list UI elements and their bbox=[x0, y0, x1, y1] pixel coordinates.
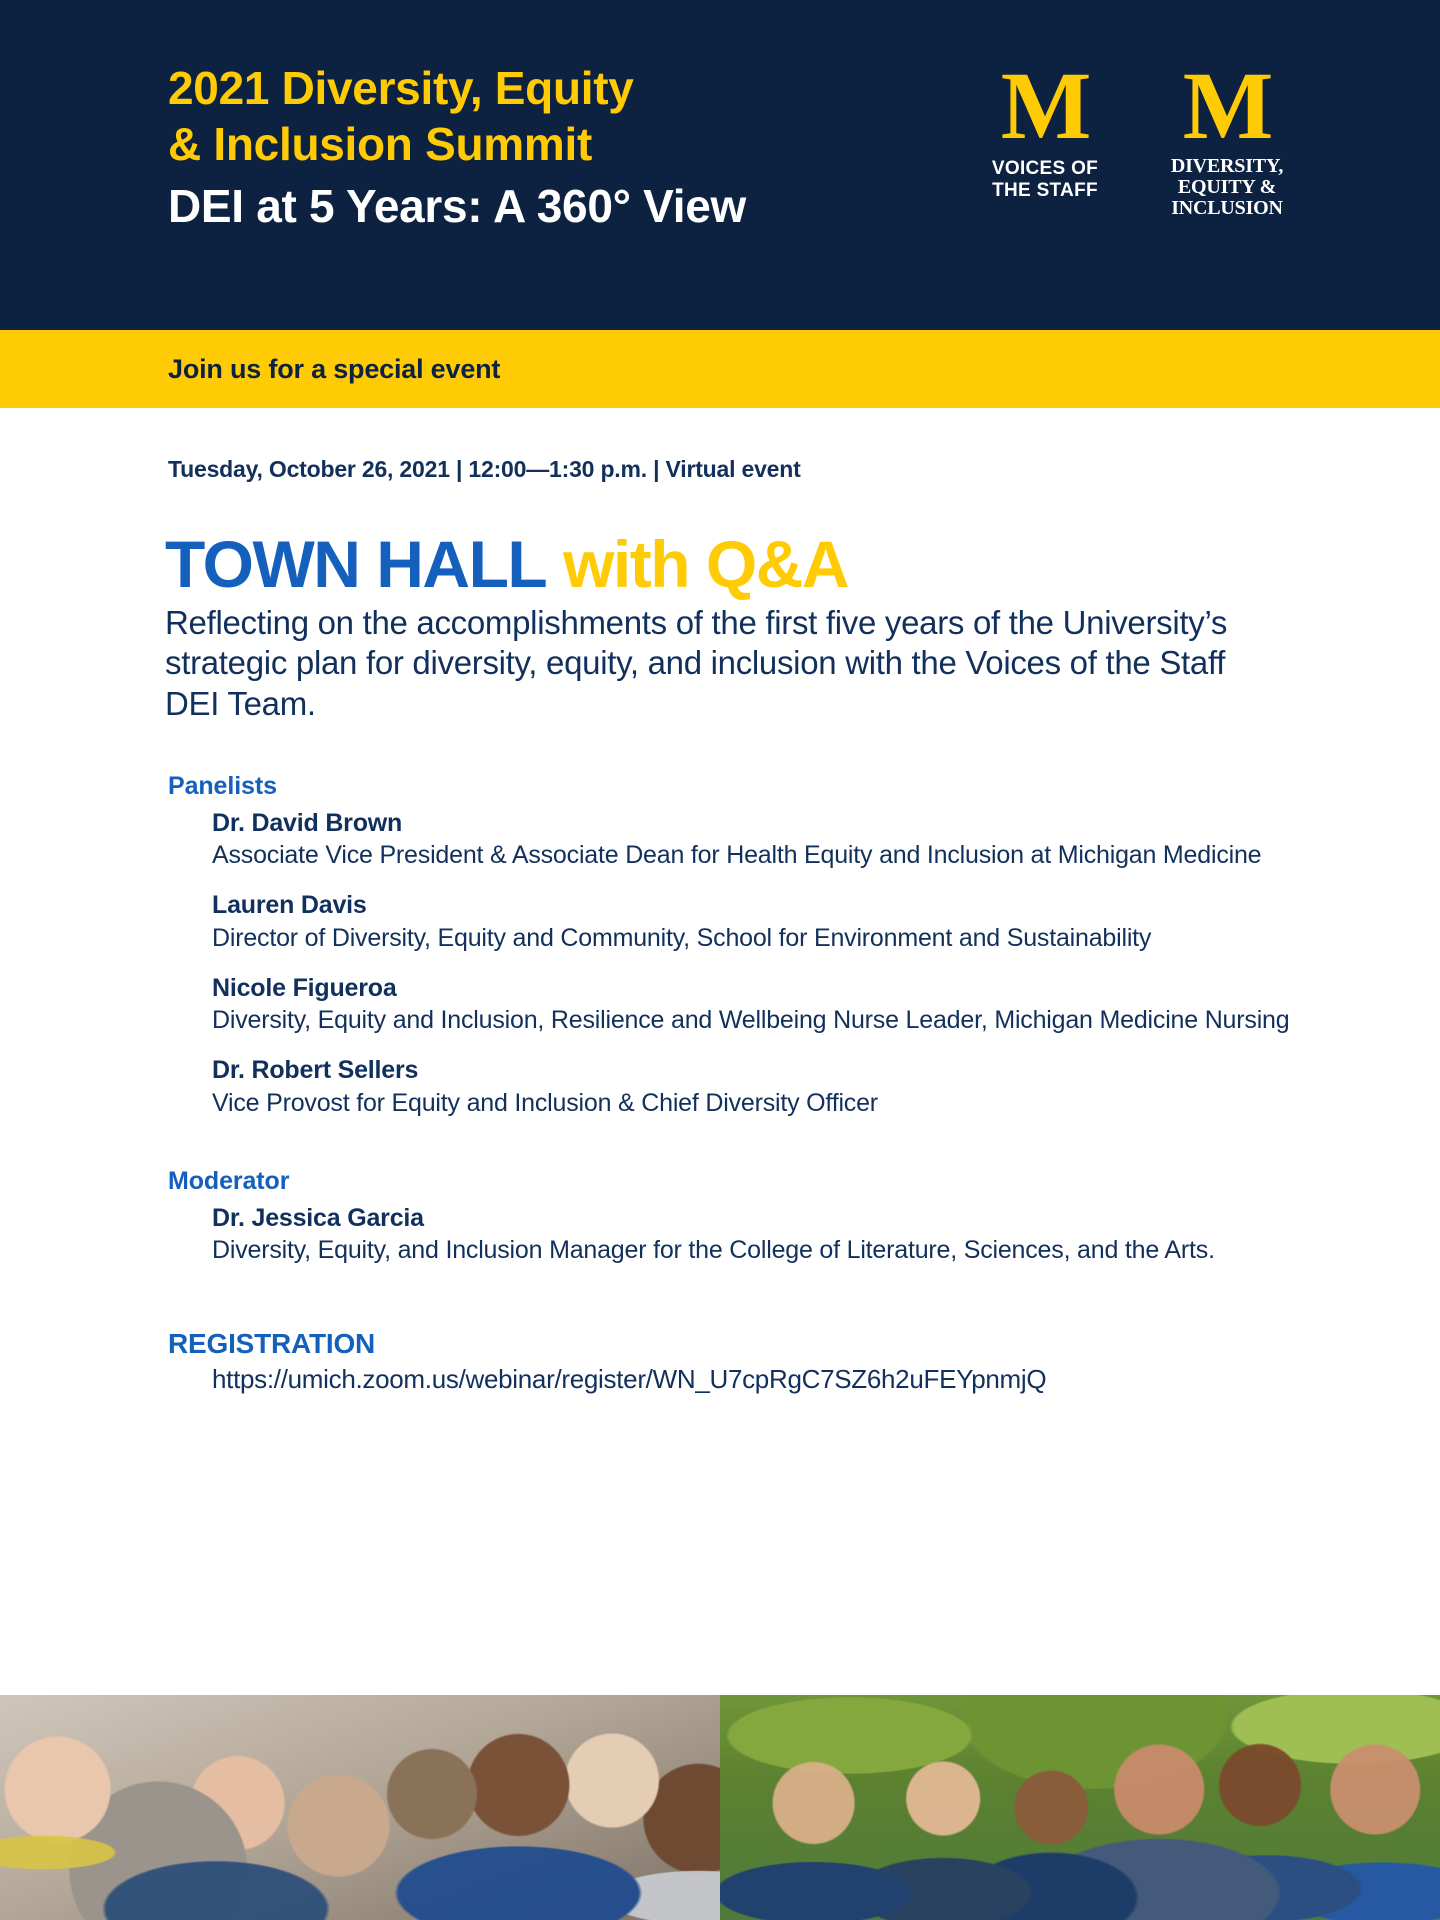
panelist-name: Lauren Davis bbox=[212, 891, 367, 920]
list-item bbox=[212, 889, 1440, 954]
panelists-label: Panelists bbox=[168, 771, 277, 800]
flyer-body bbox=[0, 456, 1440, 1395]
panelist-name: Nicole Figueroa bbox=[212, 973, 397, 1002]
headline-town-hall: TOWN HALL bbox=[165, 527, 547, 601]
panelist-role: Associate Vice President & Associate Dean for Health Equity and Inclusion at Michigan Medicine bbox=[212, 841, 1262, 870]
headline-with-qa: with Q&A bbox=[563, 527, 849, 601]
registration-link[interactable]: https://umich.zoom.us/webinar/register/WN_U7cpRgC7SZ6h2uFEYpnmjQ bbox=[212, 1364, 1047, 1395]
staff-seated-laughing-photo bbox=[0, 1695, 720, 1920]
moderator-label: Moderator bbox=[168, 1166, 290, 1195]
summit-subtitle: DEI at 5 Years: A 360° View bbox=[168, 180, 746, 233]
flyer-header bbox=[0, 0, 1440, 330]
dei-logo-caption bbox=[1167, 156, 1287, 219]
moderator-name: Dr. Jessica Garcia bbox=[212, 1203, 424, 1232]
moderator-list bbox=[212, 1202, 1440, 1267]
summit-title-line2: & Inclusion Summit bbox=[168, 118, 592, 171]
voices-logo-caption-line1: VOICES OF bbox=[991, 158, 1099, 180]
event-description: Reflecting on the accomplishments of the first five years of the University’s strategic plan for diversity, equity, and inclusion with the Voices of the Staff DEI Team. bbox=[165, 604, 1228, 722]
dei-logo-caption-line2: EQUITY & bbox=[1177, 176, 1277, 199]
list-item bbox=[212, 1054, 1440, 1119]
event-dateline: Tuesday, October 26, 2021 | 12:00—1:30 p.m. | Virtual event bbox=[168, 456, 801, 482]
panelist-role: Director of Diversity, Equity and Community, School for Environment and Sustainability bbox=[212, 923, 1152, 952]
panelist-name: Dr. Robert Sellers bbox=[212, 1056, 419, 1085]
panelists-list bbox=[212, 807, 1440, 1119]
special-event-banner bbox=[0, 330, 1440, 408]
event-headline bbox=[165, 527, 1440, 601]
moderator-role: Diversity, Equity, and Inclusion Manager for the College of Literature, Sciences, and the Arts. bbox=[212, 1236, 1215, 1265]
voices-logo-caption bbox=[985, 158, 1105, 201]
staff-walking-outdoors-photo bbox=[720, 1695, 1440, 1920]
registration-label: REGISTRATION bbox=[168, 1328, 376, 1360]
list-item bbox=[212, 1202, 1440, 1267]
dei-office-logo bbox=[1167, 52, 1287, 220]
header-title-group bbox=[168, 60, 928, 234]
voices-of-the-staff-logo bbox=[985, 52, 1105, 201]
special-event-banner-text: Join us for a special event bbox=[168, 353, 501, 384]
block-m-logo: M bbox=[1000, 52, 1090, 159]
list-item bbox=[212, 972, 1440, 1037]
list-item bbox=[212, 807, 1440, 872]
dei-logo-caption-line3: INCLUSION bbox=[1171, 197, 1283, 220]
header-logo-group bbox=[985, 52, 1287, 220]
summit-title-line1: 2021 Diversity, Equity bbox=[168, 62, 634, 114]
panelist-role: Vice Provost for Equity and Inclusion & Chief Diversity Officer bbox=[212, 1088, 878, 1117]
block-m-logo: M bbox=[1182, 52, 1272, 159]
dei-logo-caption-line1: DIVERSITY, bbox=[1170, 155, 1284, 178]
photo-strip bbox=[0, 1695, 1440, 1920]
voices-logo-caption-line2: THE STAFF bbox=[992, 179, 1098, 201]
panelist-role: Diversity, Equity and Inclusion, Resilience and Wellbeing Nurse Leader, Michigan Medicine Nursing bbox=[212, 1006, 1290, 1035]
panelist-name: Dr. David Brown bbox=[212, 808, 403, 837]
